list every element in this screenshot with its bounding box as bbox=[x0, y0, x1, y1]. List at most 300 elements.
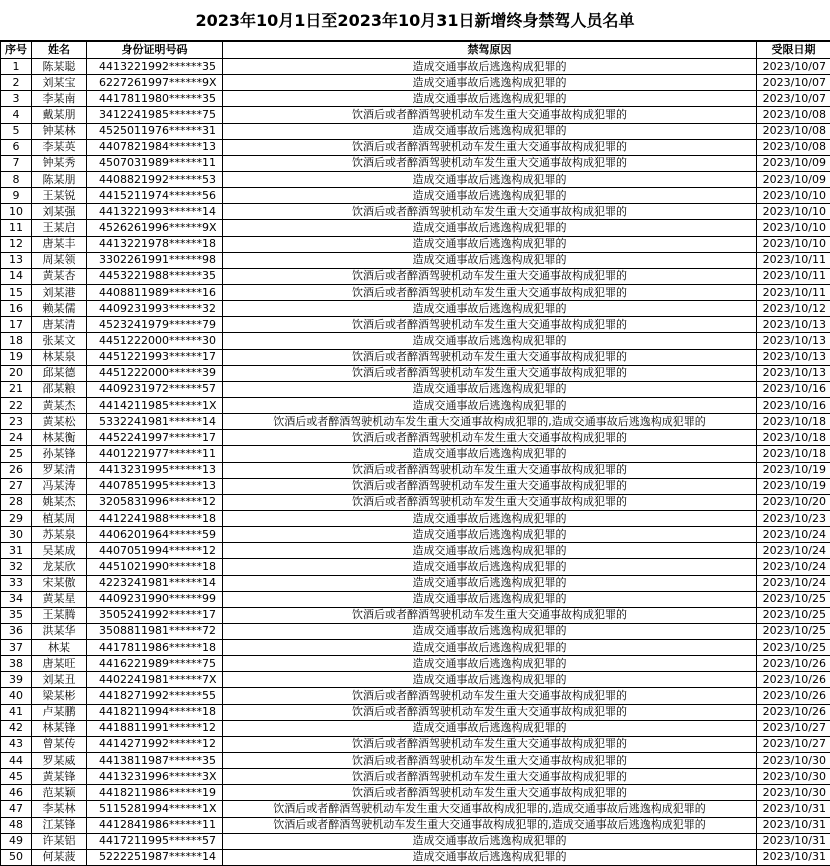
cell-id-number[interactable]: 5222251987******14 bbox=[87, 849, 223, 865]
cell-name[interactable]: 黄某锋 bbox=[32, 769, 87, 785]
table-row bbox=[1, 252, 830, 268]
cell-index[interactable]: 25 bbox=[1, 446, 32, 462]
table-row bbox=[1, 123, 830, 139]
cell-id-number[interactable]: 4413221992******35 bbox=[87, 59, 223, 75]
cell-reason[interactable]: 造成交通事故后逃逸构成犯罪的 bbox=[223, 575, 757, 591]
cell-id-number[interactable]: 3302261991******98 bbox=[87, 252, 223, 268]
cell-index[interactable]: 48 bbox=[1, 817, 32, 833]
cell-id-number[interactable]: 4412841986******11 bbox=[87, 817, 223, 833]
cell-reason[interactable]: 饮酒后或者醉酒驾驶机动车发生重大交通事故构成犯罪的 bbox=[223, 753, 757, 769]
cell-reason[interactable]: 饮酒后或者醉酒驾驶机动车发生重大交通事故构成犯罪的 bbox=[223, 785, 757, 801]
cell-name[interactable]: 苏某泉 bbox=[32, 527, 87, 543]
cell-id-number[interactable]: 4451222000******30 bbox=[87, 333, 223, 349]
cell-date[interactable]: 2023/10/10 bbox=[757, 220, 830, 236]
table-row bbox=[1, 494, 830, 510]
cell-id-number[interactable]: 4417211995******57 bbox=[87, 833, 223, 849]
cell-reason[interactable]: 造成交通事故后逃逸构成犯罪的 bbox=[223, 672, 757, 688]
cell-reason[interactable]: 饮酒后或者醉酒驾驶机动车发生重大交通事故构成犯罪的 bbox=[223, 478, 757, 494]
cell-index[interactable]: 20 bbox=[1, 365, 32, 381]
cell-id-number[interactable]: 3205831996******12 bbox=[87, 494, 223, 510]
cell-reason[interactable]: 饮酒后或者醉酒驾驶机动车发生重大交通事故构成犯罪的 bbox=[223, 284, 757, 300]
cell-reason[interactable]: 造成交通事故后逃逸构成犯罪的 bbox=[223, 559, 757, 575]
cell-index[interactable]: 31 bbox=[1, 543, 32, 559]
table-row bbox=[1, 640, 830, 656]
cell-date[interactable]: 2023/10/09 bbox=[757, 171, 830, 187]
cell-name[interactable]: 钟某秀 bbox=[32, 155, 87, 171]
cell-id-number[interactable]: 4402241981******7X bbox=[87, 672, 223, 688]
cell-reason[interactable]: 造成交通事故后逃逸构成犯罪的 bbox=[223, 397, 757, 413]
cell-id-number[interactable]: 3508811981******72 bbox=[87, 623, 223, 639]
cell-index[interactable]: 3 bbox=[1, 91, 32, 107]
cell-index[interactable]: 8 bbox=[1, 171, 32, 187]
cell-id-number[interactable]: 4413811987******35 bbox=[87, 753, 223, 769]
table-row bbox=[1, 446, 830, 462]
table-row bbox=[1, 801, 830, 817]
cell-name[interactable]: 唐某丰 bbox=[32, 236, 87, 252]
cell-index[interactable]: 26 bbox=[1, 462, 32, 478]
cell-date[interactable]: 2023/10/31 bbox=[757, 817, 830, 833]
table-row bbox=[1, 575, 830, 591]
cell-id-number[interactable]: 4407851995******13 bbox=[87, 478, 223, 494]
cell-id-number[interactable]: 4223241981******14 bbox=[87, 575, 223, 591]
cell-date[interactable]: 2023/10/23 bbox=[757, 510, 830, 526]
cell-date[interactable]: 2023/10/19 bbox=[757, 478, 830, 494]
ban-list-table bbox=[0, 41, 830, 866]
cell-name[interactable]: 洪某华 bbox=[32, 623, 87, 639]
table-row bbox=[1, 349, 830, 365]
table-row bbox=[1, 268, 830, 284]
cell-name[interactable]: 刘某港 bbox=[32, 284, 87, 300]
cell-reason[interactable]: 造成交通事故后逃逸构成犯罪的 bbox=[223, 510, 757, 526]
cell-reason[interactable]: 造成交通事故后逃逸构成犯罪的 bbox=[223, 446, 757, 462]
cell-name[interactable]: 黄某星 bbox=[32, 591, 87, 607]
table-row bbox=[1, 204, 830, 220]
table-row bbox=[1, 220, 830, 236]
cell-date[interactable]: 2023/10/24 bbox=[757, 543, 830, 559]
cell-name[interactable]: 陈某聪 bbox=[32, 59, 87, 75]
cell-reason[interactable]: 饮酒后或者醉酒驾驶机动车发生重大交通事故构成犯罪的 bbox=[223, 365, 757, 381]
cell-index[interactable]: 19 bbox=[1, 349, 32, 365]
cell-name[interactable]: 林某衡 bbox=[32, 430, 87, 446]
cell-name[interactable]: 王某锐 bbox=[32, 188, 87, 204]
cell-id-number[interactable]: 4453221988******35 bbox=[87, 268, 223, 284]
cell-reason[interactable]: 造成交通事故后逃逸构成犯罪的 bbox=[223, 171, 757, 187]
table-row bbox=[1, 365, 830, 381]
cell-index[interactable]: 32 bbox=[1, 559, 32, 575]
cell-name[interactable]: 姚某杰 bbox=[32, 494, 87, 510]
cell-id-number[interactable]: 4416221989******75 bbox=[87, 656, 223, 672]
cell-date[interactable]: 2023/10/27 bbox=[757, 736, 830, 752]
cell-reason[interactable]: 造成交通事故后逃逸构成犯罪的 bbox=[223, 591, 757, 607]
cell-id-number[interactable]: 4401221977******11 bbox=[87, 446, 223, 462]
table-row bbox=[1, 736, 830, 752]
cell-date[interactable]: 2023/10/08 bbox=[757, 107, 830, 123]
cell-date[interactable]: 2023/10/09 bbox=[757, 155, 830, 171]
cell-name[interactable]: 唐某旺 bbox=[32, 656, 87, 672]
cell-id-number[interactable]: 4417811980******35 bbox=[87, 91, 223, 107]
cell-name[interactable]: 黄某杏 bbox=[32, 268, 87, 284]
cell-reason[interactable]: 造成交通事故后逃逸构成犯罪的 bbox=[223, 623, 757, 639]
cell-reason[interactable]: 饮酒后或者醉酒驾驶机动车发生重大交通事故构成犯罪的 bbox=[223, 317, 757, 333]
cell-reason[interactable]: 饮酒后或者醉酒驾驶机动车发生重大交通事故构成犯罪的,造成交通事故后逃逸构成犯罪的 bbox=[223, 817, 757, 833]
cell-name[interactable]: 王某启 bbox=[32, 220, 87, 236]
cell-index[interactable]: 13 bbox=[1, 252, 32, 268]
cell-reason[interactable]: 造成交通事故后逃逸构成犯罪的 bbox=[223, 220, 757, 236]
cell-index[interactable]: 29 bbox=[1, 510, 32, 526]
cell-reason[interactable]: 造成交通事故后逃逸构成犯罪的 bbox=[223, 59, 757, 75]
cell-index[interactable]: 39 bbox=[1, 672, 32, 688]
cell-id-number[interactable]: 5332241981******14 bbox=[87, 414, 223, 430]
table-row bbox=[1, 543, 830, 559]
table-row bbox=[1, 785, 830, 801]
cell-reason[interactable]: 造成交通事故后逃逸构成犯罪的 bbox=[223, 527, 757, 543]
cell-id-number[interactable]: 4525011976******31 bbox=[87, 123, 223, 139]
cell-name[interactable]: 何某菠 bbox=[32, 849, 87, 865]
cell-index[interactable]: 24 bbox=[1, 430, 32, 446]
table-row bbox=[1, 91, 830, 107]
cell-date[interactable]: 2023/10/24 bbox=[757, 575, 830, 591]
cell-date[interactable]: 2023/10/20 bbox=[757, 494, 830, 510]
cell-index[interactable]: 7 bbox=[1, 155, 32, 171]
cell-name[interactable]: 黄某松 bbox=[32, 414, 87, 430]
cell-reason[interactable]: 饮酒后或者醉酒驾驶机动车发生重大交通事故构成犯罪的 bbox=[223, 204, 757, 220]
cell-name[interactable]: 钟某林 bbox=[32, 123, 87, 139]
column-header-date[interactable]: 受限日期 bbox=[757, 42, 830, 59]
cell-id-number[interactable]: 4408821992******53 bbox=[87, 171, 223, 187]
cell-index[interactable]: 22 bbox=[1, 397, 32, 413]
cell-name[interactable]: 江某锋 bbox=[32, 817, 87, 833]
cell-name[interactable]: 许某铝 bbox=[32, 833, 87, 849]
cell-name[interactable]: 周某领 bbox=[32, 252, 87, 268]
cell-reason[interactable]: 造成交通事故后逃逸构成犯罪的 bbox=[223, 833, 757, 849]
cell-id-number[interactable]: 4409231990******99 bbox=[87, 591, 223, 607]
cell-index[interactable]: 6 bbox=[1, 139, 32, 155]
cell-index[interactable]: 28 bbox=[1, 494, 32, 510]
cell-index[interactable]: 30 bbox=[1, 527, 32, 543]
cell-id-number[interactable]: 4418211994******18 bbox=[87, 704, 223, 720]
cell-date[interactable]: 2023/10/13 bbox=[757, 317, 830, 333]
cell-name[interactable]: 宋某傲 bbox=[32, 575, 87, 591]
cell-name[interactable]: 吴某成 bbox=[32, 543, 87, 559]
cell-date[interactable]: 2023/10/08 bbox=[757, 123, 830, 139]
cell-name[interactable]: 林某泉 bbox=[32, 349, 87, 365]
cell-name[interactable]: 孙某锋 bbox=[32, 446, 87, 462]
cell-index[interactable]: 5 bbox=[1, 123, 32, 139]
cell-index[interactable]: 18 bbox=[1, 333, 32, 349]
cell-date[interactable]: 2023/10/26 bbox=[757, 672, 830, 688]
cell-name[interactable]: 邱某德 bbox=[32, 365, 87, 381]
cell-index[interactable]: 9 bbox=[1, 188, 32, 204]
cell-name[interactable]: 冯某涛 bbox=[32, 478, 87, 494]
cell-date[interactable]: 2023/10/16 bbox=[757, 381, 830, 397]
cell-id-number[interactable]: 4413231996******3X bbox=[87, 769, 223, 785]
cell-date[interactable]: 2023/10/25 bbox=[757, 623, 830, 639]
cell-index[interactable]: 44 bbox=[1, 753, 32, 769]
cell-id-number[interactable]: 4418811991******12 bbox=[87, 720, 223, 736]
cell-name[interactable]: 罗某威 bbox=[32, 753, 87, 769]
cell-reason[interactable]: 造成交通事故后逃逸构成犯罪的 bbox=[223, 91, 757, 107]
table-row bbox=[1, 688, 830, 704]
table-row bbox=[1, 559, 830, 575]
cell-reason[interactable]: 饮酒后或者醉酒驾驶机动车发生重大交通事故构成犯罪的 bbox=[223, 688, 757, 704]
cell-index[interactable]: 1 bbox=[1, 59, 32, 75]
cell-id-number[interactable]: 6227261997******9X bbox=[87, 75, 223, 91]
cell-id-number[interactable]: 4407821984******13 bbox=[87, 139, 223, 155]
cell-index[interactable]: 40 bbox=[1, 688, 32, 704]
cell-date[interactable]: 2023/10/27 bbox=[757, 720, 830, 736]
cell-date[interactable]: 2023/10/13 bbox=[757, 365, 830, 381]
cell-id-number[interactable]: 3505241992******17 bbox=[87, 607, 223, 623]
cell-id-number[interactable]: 4451021990******18 bbox=[87, 559, 223, 575]
cell-date[interactable]: 2023/10/30 bbox=[757, 769, 830, 785]
cell-reason[interactable]: 饮酒后或者醉酒驾驶机动车发生重大交通事故构成犯罪的 bbox=[223, 268, 757, 284]
cell-index[interactable]: 33 bbox=[1, 575, 32, 591]
table-row bbox=[1, 139, 830, 155]
cell-reason[interactable]: 饮酒后或者醉酒驾驶机动车发生重大交通事故构成犯罪的 bbox=[223, 494, 757, 510]
cell-index[interactable]: 12 bbox=[1, 236, 32, 252]
cell-name[interactable]: 林某锋 bbox=[32, 720, 87, 736]
cell-date[interactable]: 2023/10/07 bbox=[757, 75, 830, 91]
cell-date[interactable]: 2023/10/10 bbox=[757, 204, 830, 220]
cell-date[interactable]: 2023/10/26 bbox=[757, 688, 830, 704]
cell-reason[interactable]: 饮酒后或者醉酒驾驶机动车发生重大交通事故构成犯罪的 bbox=[223, 107, 757, 123]
table-row bbox=[1, 769, 830, 785]
cell-reason[interactable]: 造成交通事故后逃逸构成犯罪的 bbox=[223, 188, 757, 204]
cell-date[interactable]: 2023/10/25 bbox=[757, 640, 830, 656]
cell-name[interactable]: 张某文 bbox=[32, 333, 87, 349]
table-row bbox=[1, 478, 830, 494]
cell-name[interactable]: 曾某传 bbox=[32, 736, 87, 752]
cell-date[interactable]: 2023/10/19 bbox=[757, 462, 830, 478]
cell-reason[interactable]: 造成交通事故后逃逸构成犯罪的 bbox=[223, 123, 757, 139]
cell-date[interactable]: 2023/10/18 bbox=[757, 446, 830, 462]
cell-index[interactable]: 37 bbox=[1, 640, 32, 656]
cell-name[interactable]: 李某林 bbox=[32, 801, 87, 817]
cell-reason[interactable]: 造成交通事故后逃逸构成犯罪的 bbox=[223, 849, 757, 865]
table-row bbox=[1, 656, 830, 672]
cell-date[interactable]: 2023/10/12 bbox=[757, 301, 830, 317]
cell-date[interactable]: 2023/10/31 bbox=[757, 833, 830, 849]
cell-date[interactable]: 2023/10/25 bbox=[757, 591, 830, 607]
cell-date[interactable]: 2023/10/13 bbox=[757, 349, 830, 365]
cell-id-number[interactable]: 4451221993******17 bbox=[87, 349, 223, 365]
table-row bbox=[1, 284, 830, 300]
cell-date[interactable]: 2023/10/10 bbox=[757, 188, 830, 204]
table-row bbox=[1, 236, 830, 252]
cell-id-number[interactable]: 4451222000******39 bbox=[87, 365, 223, 381]
cell-index[interactable]: 21 bbox=[1, 381, 32, 397]
cell-id-number[interactable]: 4452241997******17 bbox=[87, 430, 223, 446]
cell-reason[interactable]: 造成交通事故后逃逸构成犯罪的 bbox=[223, 333, 757, 349]
cell-id-number[interactable]: 4414211985******1X bbox=[87, 397, 223, 413]
cell-date[interactable]: 2023/10/18 bbox=[757, 414, 830, 430]
cell-reason[interactable]: 饮酒后或者醉酒驾驶机动车发生重大交通事故构成犯罪的 bbox=[223, 704, 757, 720]
table-row bbox=[1, 753, 830, 769]
table-row bbox=[1, 430, 830, 446]
cell-reason[interactable]: 造成交通事故后逃逸构成犯罪的 bbox=[223, 252, 757, 268]
cell-index[interactable]: 10 bbox=[1, 204, 32, 220]
table-row bbox=[1, 510, 830, 526]
cell-reason[interactable]: 饮酒后或者醉酒驾驶机动车发生重大交通事故构成犯罪的 bbox=[223, 462, 757, 478]
table-row bbox=[1, 59, 830, 75]
cell-date[interactable]: 2023/10/07 bbox=[757, 91, 830, 107]
cell-reason[interactable]: 饮酒后或者醉酒驾驶机动车发生重大交通事故构成犯罪的,造成交通事故后逃逸构成犯罪的 bbox=[223, 801, 757, 817]
cell-reason[interactable]: 造成交通事故后逃逸构成犯罪的 bbox=[223, 75, 757, 91]
cell-index[interactable]: 43 bbox=[1, 736, 32, 752]
cell-reason[interactable]: 饮酒后或者醉酒驾驶机动车发生重大交通事故构成犯罪的 bbox=[223, 155, 757, 171]
cell-name[interactable]: 范某颖 bbox=[32, 785, 87, 801]
cell-id-number[interactable]: 4407051994******12 bbox=[87, 543, 223, 559]
cell-reason[interactable]: 饮酒后或者醉酒驾驶机动车发生重大交通事故构成犯罪的 bbox=[223, 430, 757, 446]
cell-id-number[interactable]: 4409231993******32 bbox=[87, 301, 223, 317]
cell-id-number[interactable]: 3412241985******75 bbox=[87, 107, 223, 123]
cell-reason[interactable]: 造成交通事故后逃逸构成犯罪的 bbox=[223, 640, 757, 656]
cell-date[interactable]: 2023/10/25 bbox=[757, 607, 830, 623]
cell-name[interactable]: 龙某欣 bbox=[32, 559, 87, 575]
table-row bbox=[1, 462, 830, 478]
cell-reason[interactable]: 造成交通事故后逃逸构成犯罪的 bbox=[223, 301, 757, 317]
cell-name[interactable]: 李某南 bbox=[32, 91, 87, 107]
column-header-reason[interactable]: 禁驾原因 bbox=[223, 42, 757, 59]
cell-name[interactable]: 陈某朋 bbox=[32, 171, 87, 187]
table-row bbox=[1, 833, 830, 849]
cell-name[interactable]: 邵某粮 bbox=[32, 381, 87, 397]
cell-reason[interactable]: 饮酒后或者醉酒驾驶机动车发生重大交通事故构成犯罪的 bbox=[223, 139, 757, 155]
cell-name[interactable]: 刘某丑 bbox=[32, 672, 87, 688]
cell-index[interactable]: 15 bbox=[1, 284, 32, 300]
cell-date[interactable]: 2023/10/10 bbox=[757, 236, 830, 252]
cell-name[interactable]: 罗某清 bbox=[32, 462, 87, 478]
table-row bbox=[1, 591, 830, 607]
cell-date[interactable]: 2023/10/16 bbox=[757, 397, 830, 413]
cell-reason[interactable]: 造成交通事故后逃逸构成犯罪的 bbox=[223, 543, 757, 559]
cell-id-number[interactable]: 4507031989******11 bbox=[87, 155, 223, 171]
column-header-index[interactable]: 序号 bbox=[1, 42, 32, 59]
cell-name[interactable]: 李某英 bbox=[32, 139, 87, 155]
cell-id-number[interactable]: 4526261996******9X bbox=[87, 220, 223, 236]
cell-index[interactable]: 35 bbox=[1, 607, 32, 623]
cell-name[interactable]: 黄某杰 bbox=[32, 397, 87, 413]
table-row bbox=[1, 672, 830, 688]
cell-date[interactable]: 2023/10/11 bbox=[757, 252, 830, 268]
table-header-row bbox=[1, 42, 830, 59]
cell-date[interactable]: 2023/10/11 bbox=[757, 284, 830, 300]
cell-id-number[interactable]: 5115281994******1X bbox=[87, 801, 223, 817]
table-row bbox=[1, 397, 830, 413]
cell-date[interactable]: 2023/10/31 bbox=[757, 801, 830, 817]
cell-index[interactable]: 23 bbox=[1, 414, 32, 430]
cell-index[interactable]: 42 bbox=[1, 720, 32, 736]
cell-index[interactable]: 27 bbox=[1, 478, 32, 494]
table-body bbox=[1, 59, 830, 866]
cell-id-number[interactable]: 4523241979******79 bbox=[87, 317, 223, 333]
cell-index[interactable]: 46 bbox=[1, 785, 32, 801]
cell-id-number[interactable]: 4413221978******18 bbox=[87, 236, 223, 252]
cell-date[interactable]: 2023/10/26 bbox=[757, 656, 830, 672]
cell-date[interactable]: 2023/10/07 bbox=[757, 59, 830, 75]
cell-name[interactable]: 王某腾 bbox=[32, 607, 87, 623]
cell-name[interactable]: 植某周 bbox=[32, 510, 87, 526]
cell-reason[interactable]: 造成交通事故后逃逸构成犯罪的 bbox=[223, 381, 757, 397]
cell-index[interactable]: 41 bbox=[1, 704, 32, 720]
cell-id-number[interactable]: 4418211986******19 bbox=[87, 785, 223, 801]
table-row bbox=[1, 623, 830, 639]
cell-index[interactable]: 47 bbox=[1, 801, 32, 817]
cell-name[interactable]: 林某 bbox=[32, 640, 87, 656]
cell-name[interactable]: 刘某强 bbox=[32, 204, 87, 220]
cell-index[interactable]: 17 bbox=[1, 317, 32, 333]
cell-index[interactable]: 45 bbox=[1, 769, 32, 785]
cell-name[interactable]: 卢某鹏 bbox=[32, 704, 87, 720]
cell-reason[interactable]: 饮酒后或者醉酒驾驶机动车发生重大交通事故构成犯罪的 bbox=[223, 349, 757, 365]
cell-reason[interactable]: 饮酒后或者醉酒驾驶机动车发生重大交通事故构成犯罪的 bbox=[223, 607, 757, 623]
cell-id-number[interactable]: 4413221993******14 bbox=[87, 204, 223, 220]
table-row bbox=[1, 849, 830, 865]
cell-id-number[interactable]: 4412241988******18 bbox=[87, 510, 223, 526]
column-header-id-number[interactable]: 身份证明号码 bbox=[87, 42, 223, 59]
cell-name[interactable]: 唐某清 bbox=[32, 317, 87, 333]
cell-date[interactable]: 2023/10/30 bbox=[757, 753, 830, 769]
cell-index[interactable]: 2 bbox=[1, 75, 32, 91]
cell-id-number[interactable]: 4415211974******56 bbox=[87, 188, 223, 204]
table-row bbox=[1, 527, 830, 543]
cell-name[interactable]: 刘某宝 bbox=[32, 75, 87, 91]
cell-date[interactable]: 2023/10/30 bbox=[757, 785, 830, 801]
cell-date[interactable]: 2023/10/11 bbox=[757, 268, 830, 284]
cell-id-number[interactable]: 4413231995******13 bbox=[87, 462, 223, 478]
cell-id-number[interactable]: 4417811986******18 bbox=[87, 640, 223, 656]
cell-index[interactable]: 11 bbox=[1, 220, 32, 236]
table-row bbox=[1, 301, 830, 317]
cell-name[interactable]: 赖某儒 bbox=[32, 301, 87, 317]
cell-reason[interactable]: 造成交通事故后逃逸构成犯罪的 bbox=[223, 720, 757, 736]
table-row bbox=[1, 107, 830, 123]
column-header-name[interactable]: 姓名 bbox=[32, 42, 87, 59]
cell-date[interactable]: 2023/10/13 bbox=[757, 333, 830, 349]
cell-index[interactable]: 4 bbox=[1, 107, 32, 123]
cell-name[interactable]: 戴某朋 bbox=[32, 107, 87, 123]
cell-index[interactable]: 34 bbox=[1, 591, 32, 607]
cell-reason[interactable]: 饮酒后或者醉酒驾驶机动车发生重大交通事故构成犯罪的,造成交通事故后逃逸构成犯罪的 bbox=[223, 414, 757, 430]
cell-id-number[interactable]: 4408811989******16 bbox=[87, 284, 223, 300]
cell-index[interactable]: 36 bbox=[1, 623, 32, 639]
cell-index[interactable]: 49 bbox=[1, 833, 32, 849]
table-row bbox=[1, 704, 830, 720]
cell-date[interactable]: 2023/10/08 bbox=[757, 139, 830, 155]
cell-name[interactable]: 梁某彬 bbox=[32, 688, 87, 704]
cell-reason[interactable]: 造成交通事故后逃逸构成犯罪的 bbox=[223, 656, 757, 672]
cell-id-number[interactable]: 4414271992******12 bbox=[87, 736, 223, 752]
cell-reason[interactable]: 饮酒后或者醉酒驾驶机动车发生重大交通事故构成犯罪的 bbox=[223, 769, 757, 785]
table-row bbox=[1, 381, 830, 397]
cell-id-number[interactable]: 4409231972******57 bbox=[87, 381, 223, 397]
cell-date[interactable]: 2023/10/24 bbox=[757, 527, 830, 543]
cell-date[interactable]: 2023/10/31 bbox=[757, 849, 830, 865]
cell-reason[interactable]: 造成交通事故后逃逸构成犯罪的 bbox=[223, 236, 757, 252]
table-row bbox=[1, 155, 830, 171]
cell-index[interactable]: 14 bbox=[1, 268, 32, 284]
cell-index[interactable]: 50 bbox=[1, 849, 32, 865]
cell-index[interactable]: 16 bbox=[1, 301, 32, 317]
cell-reason[interactable]: 饮酒后或者醉酒驾驶机动车发生重大交通事故构成犯罪的 bbox=[223, 736, 757, 752]
cell-date[interactable]: 2023/10/26 bbox=[757, 704, 830, 720]
table-row bbox=[1, 414, 830, 430]
cell-date[interactable]: 2023/10/18 bbox=[757, 430, 830, 446]
cell-id-number[interactable]: 4406201964******59 bbox=[87, 527, 223, 543]
cell-id-number[interactable]: 4418271992******55 bbox=[87, 688, 223, 704]
cell-date[interactable]: 2023/10/24 bbox=[757, 559, 830, 575]
cell-index[interactable]: 38 bbox=[1, 656, 32, 672]
